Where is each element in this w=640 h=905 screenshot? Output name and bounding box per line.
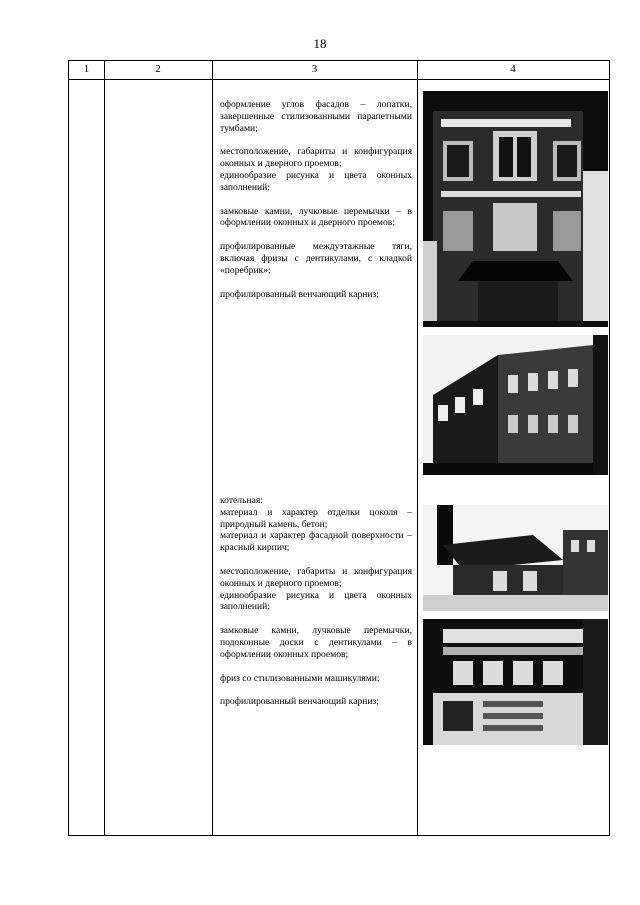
description-item: фриз со стилизованными машикулями; xyxy=(220,672,380,684)
description-item: замковые камни, лучковые перемычки, подоконные доски с дентикулами – в оформлении оконных проемов; xyxy=(220,625,412,660)
description-item: единообразие рисунка и цвета оконных заполнений; xyxy=(220,589,412,613)
heritage-table xyxy=(68,60,610,836)
boiler-house-detail-photo xyxy=(423,619,608,745)
header-col-4: 4 xyxy=(510,63,516,75)
header-col-1: 1 xyxy=(83,63,90,75)
description-item: котельная: xyxy=(220,495,263,506)
header-col-3: 3 xyxy=(311,63,318,75)
column-divider xyxy=(104,61,105,835)
description-item: материал и характер отделки цоколя – природный камень, бетон; xyxy=(220,506,412,530)
description-item: профилированный венчающий карниз; xyxy=(220,288,379,300)
description-item: замковые камни, лучковые перемычки – в оформлении оконных и дверного проемов; xyxy=(220,205,412,229)
building-corner-photo xyxy=(423,335,608,475)
header-divider xyxy=(69,79,609,80)
description-item: профилированный венчающий карниз; xyxy=(220,696,379,708)
description-item: местоположение, габариты и конфигурация оконных и дверного проемов; xyxy=(220,146,412,170)
column-divider xyxy=(417,61,418,835)
description-block-1 xyxy=(220,99,412,300)
page-number: 18 xyxy=(313,36,327,51)
building-facade-photo xyxy=(423,91,608,327)
description-item: профилированные междуэтажные тяги, включая фризы с дентикулами, с кладкой «поребрик»; xyxy=(220,241,412,276)
description-block-2 xyxy=(220,495,412,708)
column-divider xyxy=(212,61,213,835)
description-item: оформление углов фасадов – лопатки, завершенные стилизованными парапетными тумбами; xyxy=(220,99,412,134)
description-item: единообразие рисунка и цвета оконных заполнений; xyxy=(220,169,412,193)
boiler-house-photo xyxy=(423,505,608,611)
description-item: местоположение, габариты и конфигурация оконных и дверного проемов; xyxy=(220,565,412,589)
description-item: материал и характер фасадной поверхности – красный кирпич; xyxy=(220,530,412,554)
header-col-2: 2 xyxy=(155,63,161,75)
